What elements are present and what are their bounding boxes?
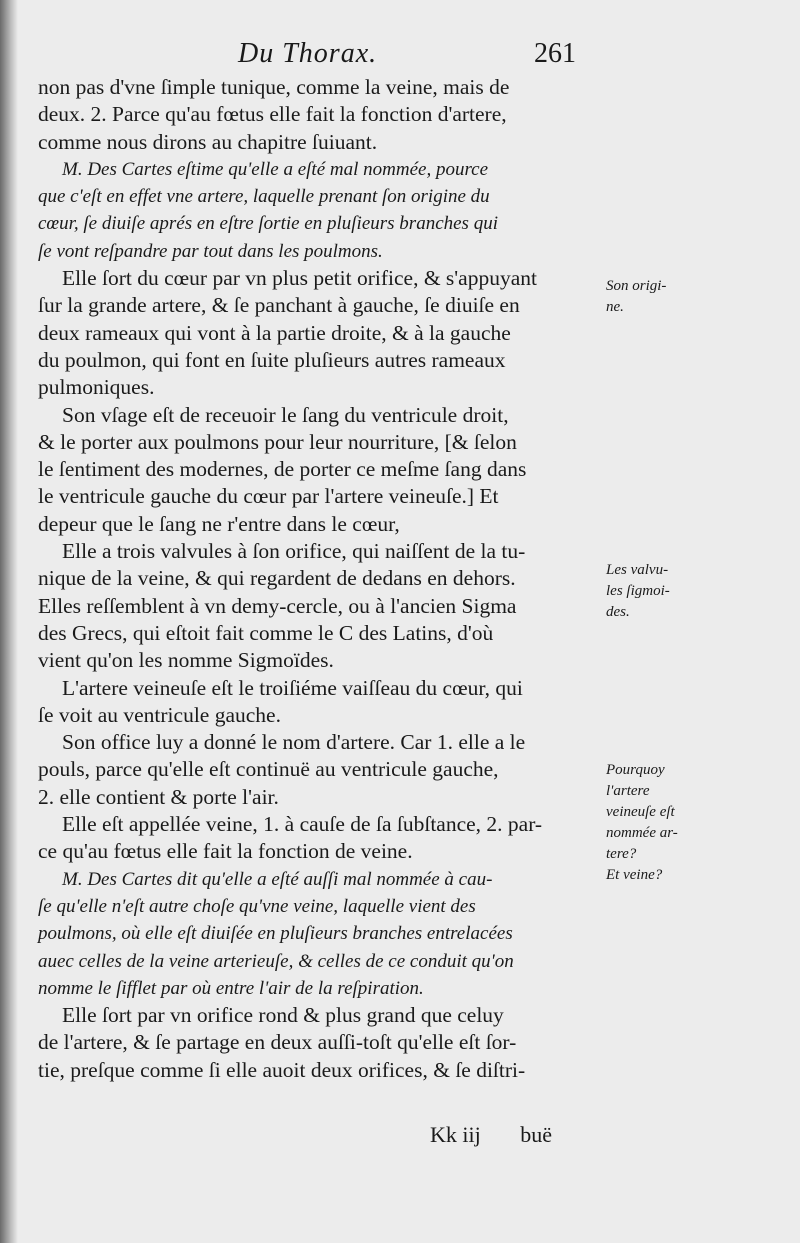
text-line: poulmons, où elle eſt diuiſée en pluſieurs branches entrelacées [38,923,513,945]
text-line: vient qu'on les nomme Sigmoïdes. [38,648,334,673]
text-line: deux. 2. Parce qu'au fœtus elle fait la fonction d'artere, [38,102,507,127]
page-number: 261 [534,38,576,69]
text-line: comme nous dirons au chapitre ſuiuant. [38,129,378,154]
margin-note-line: l'artere [606,783,650,799]
text-line: nique de la veine, & qui regardent de dedans en dehors. [38,566,516,591]
text-line: Elle ſort du cœur par vn plus petit orifice, & s'appuyant [62,266,537,291]
text-line: M. Des Cartes eſtime qu'elle a eſté mal nommée, pource [62,158,488,180]
margin-note-line: ne. [606,299,624,315]
text-line: Elle ſort par vn orifice rond & plus grand que celuy [62,1003,504,1028]
margin-note-line: des. [606,604,630,620]
text-line: L'artere veineuſe eſt le troiſiéme vaiſſeau du cœur, qui [62,675,523,700]
text-line: Son office luy a donné le nom d'artere. Car 1. elle a le [62,730,526,755]
text-line: auec celles de la veine arterieuſe, & celles de ce conduit qu'on [38,950,514,972]
text-line: non pas d'vne ſimple tunique, comme la veine, mais de [38,75,510,99]
margin-note-line: Son origi- [606,278,667,294]
running-title: Du Thorax. [238,38,378,69]
text-line: ce qu'au fœtus elle fait la fonction de veine. [38,839,413,864]
text-line: 2. elle contient & porte l'air. [38,784,279,809]
text-line: le ſentiment des modernes, de porter ce meſme ſang dans [38,457,527,482]
text-line: le ventricule gauche du cœur par l'artere veineuſe.] Et [38,484,499,509]
margin-note-line: veineuſe eſt [606,804,675,820]
text-line: cœur, ſe diuiſe aprés en eſtre ſortie en pluſieurs branches qui [38,213,498,235]
text-line: pouls, parce qu'elle eſt continuë au ventricule gauche, [38,757,499,782]
text-line: ſe voit au ventricule gauche. [38,702,281,727]
text-line: & le porter aux poulmons pour leur nourriture, [& ſelon [38,429,517,454]
text-line: Elles reſſemblent à vn demy-cercle, ou à l'ancien Sigma [38,593,517,618]
page-gutter-shadow [0,0,18,1243]
text-line: pulmoniques. [38,375,155,400]
body-text [38,74,598,1084]
margin-note-line: les ſigmoi- [606,583,670,599]
margin-note-line: nommée ar- [606,825,678,841]
catchword-line [430,1122,586,1148]
text-line: Elle eſt appellée veine, 1. à cauſe de ſa ſubſtance, 2. par- [62,812,543,837]
text-line: deux rameaux qui vont à la partie droite, & à la gauche [38,320,511,345]
text-line: des Grecs, qui eſtoit fait comme le C des Latins, d'où [38,620,494,645]
margin-note-line: Pourquoy [606,762,665,778]
margin-note-line: Et veine? [606,867,663,883]
text-line: tie, preſque comme ſi elle auoit deux orifices, & ſe diſtri- [38,1057,526,1082]
text-line: de l'artere, & ſe partage en deux auſſi-toſt qu'elle eſt ſor- [38,1030,517,1055]
text-line: Son vſage eſt de receuoir le ſang du ventricule droit, [62,402,509,427]
text-line: ſe qu'elle n'eſt autre choſe qu'vne veine, laquelle vient des [38,895,476,917]
margin-note-line: Les valvu- [606,562,669,578]
catchword: buë [520,1122,552,1147]
text-line: du poulmon, qui font en ſuite pluſieurs autres rameaux [38,347,506,372]
text-line: nomme le ſifflet par où entre l'air de la reſpiration. [38,977,424,999]
margin-note-valves [606,560,670,623]
text-line: ſur la grande artere, & ſe panchant à gauche, ſe diuiſe en [38,293,520,318]
text-line: M. Des Cartes dit qu'elle a eſté auſſi mal nommée à cau- [62,868,493,890]
text-line: Elle a trois valvules à ſon orifice, qui naiſſent de la tu- [62,539,526,564]
text-line: que c'eſt en effet vne artere, laquelle prenant ſon origine du [38,186,490,208]
text-line: depeur que le ſang ne r'entre dans le cœur, [38,511,400,536]
margin-note-origin [606,276,666,318]
margin-note-why-artery [606,760,678,886]
signature-mark: Kk iij [430,1122,481,1147]
margin-note-line: tere? [606,846,637,862]
text-line: ſe vont reſpandre par tout dans les poulmons. [38,240,383,262]
